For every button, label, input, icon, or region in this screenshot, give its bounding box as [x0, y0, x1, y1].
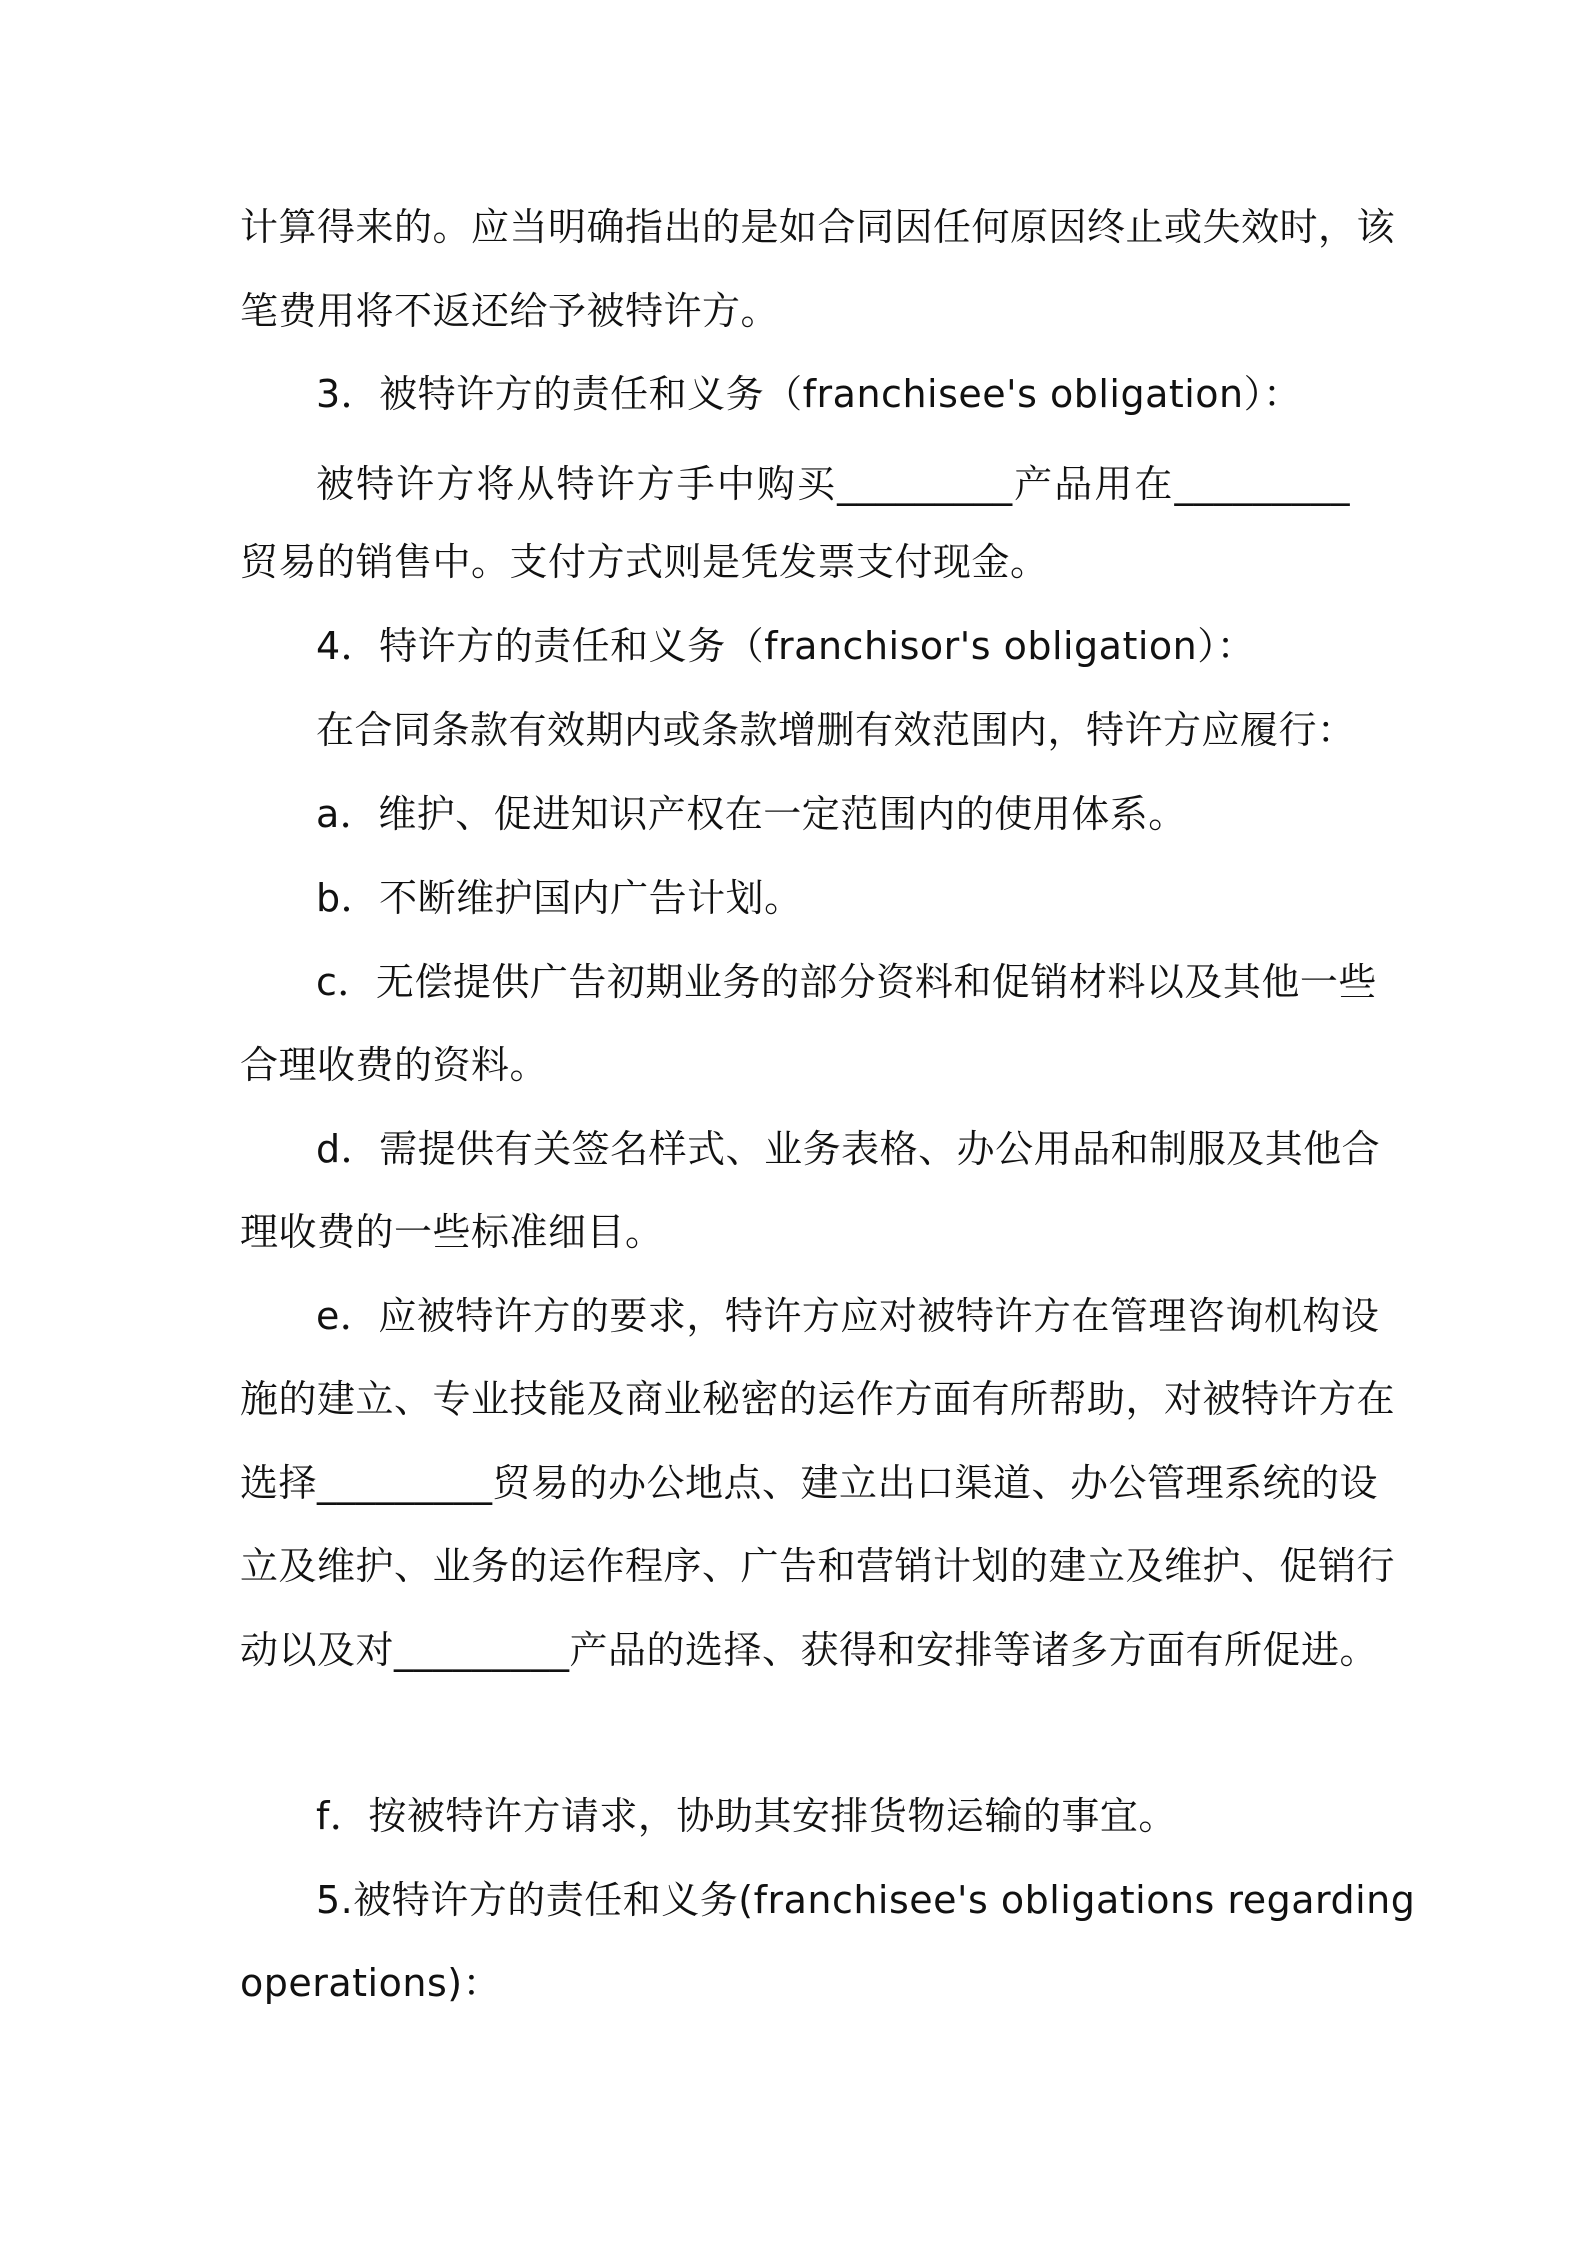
list-item-d: d．需提供有关签名样式、业务表格、办公用品和制服及其他合	[316, 1127, 1381, 1171]
section-heading-5: 5.被特许方的责任和义务(franchisee's obligations regarding	[316, 1878, 1416, 1922]
paragraph-line: 笔费用将不返还给予被特许方。	[240, 289, 780, 333]
list-item-a: a．维护、促进知识产权在一定范围内的使用体系。	[316, 792, 1187, 836]
list-item-e-cont: 选择_________贸易的办公地点、建立出口渠道、办公管理系统的设	[240, 1461, 1379, 1505]
list-item-e-cont: 立及维护、业务的运作程序、广告和营销计划的建立及维护、促销行	[240, 1544, 1396, 1588]
list-item-d-cont: 理收费的一些标准细目。	[240, 1210, 664, 1254]
paragraph-line: 被特许方将从特许方手中购买_________产品用在_________	[316, 462, 1350, 506]
list-item-e-cont: 动以及对_________产品的选择、获得和安排等诸多方面有所促进。	[240, 1628, 1379, 1672]
list-item-e: e．应被特许方的要求，特许方应对被特许方在管理咨询机构设	[316, 1294, 1380, 1338]
paragraph-line: 贸易的销售中。支付方式则是凭发票支付现金。	[240, 540, 1049, 584]
section-heading-5-cont: operations)：	[240, 1961, 502, 2005]
section-heading-4: 4．特许方的责任和义务（franchisor's obligation）：	[316, 624, 1256, 668]
paragraph-line: 在合同条款有效期内或条款增删有效范围内，特许方应履行：	[316, 708, 1356, 752]
paragraph-line: 计算得来的。应当明确指出的是如合同因任何原因终止或失效时，该	[240, 205, 1396, 249]
list-item-c: c．无偿提供广告初期业务的部分资料和促销材料以及其他一些	[316, 960, 1377, 1004]
list-item-b: b．不断维护国内广告计划。	[316, 876, 803, 920]
section-heading-3: 3．被特许方的责任和义务（franchisee's obligation）：	[316, 372, 1302, 416]
list-item-f: f．按被特许方请求，协助其安排货物运输的事宜。	[316, 1794, 1177, 1838]
list-item-c-cont: 合理收费的资料。	[240, 1043, 549, 1087]
list-item-e-cont: 施的建立、专业技能及商业秘密的运作方面有所帮助，对被特许方在	[240, 1377, 1396, 1421]
